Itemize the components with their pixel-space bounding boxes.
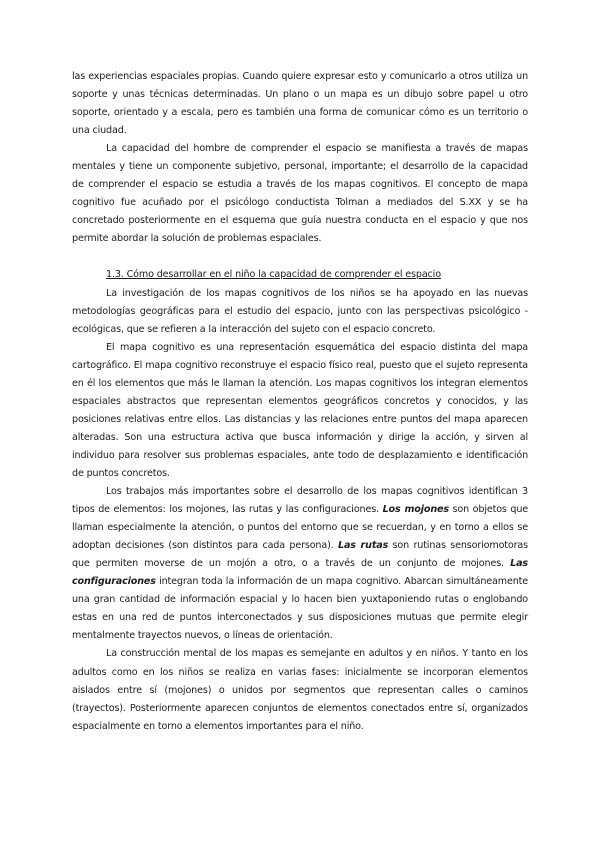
- paragraph-2: La capacidad del hombre de comprender el espacio se manifiesta a través de mapas mentales y tiene un componente subjetivo, personal, importante; el desarrollo de la capacidad de comprender el espacio se estudia a través de los mapas cognitivos. El concepto de mapa cognitivo fue acuñado por el psicólogo conductista Tolman a mediados del S.XX y se ha concretado posteriormente en el esquema que guía nuestra conducta en el espacio y que nos permite abordar la solución de problemas espaciales.: [72, 143, 528, 245]
- section-heading: 1.3. Cómo desarrollar en el niño la capacidad de comprender el espacio: [106, 269, 441, 281]
- p5-mojones-text: son objetos que llaman especialmente la atención, o puntos del entorno que se recuerdan, y en torno a ellos se adoptan decisiones (son distintos para cada persona).: [72, 504, 528, 552]
- paragraph-4: El mapa cognitivo es una representación esquemática del espacio distinta del mapa cartográfico. El mapa cognitivo reconstruye el espacio físico real, puesto que el sujeto representa en él los elementos que más le llaman la atención. Los mapas cognitivos los integran elementos espaciales abstractos que representan elementos geográficos concretos y conocidos, y las posiciones relativas entre ellos. Las distancias y las relaciones entre puntos del mapa aparecen alteradas. Son una estructura activa que busca información y dirige la acción, y sirven al individuo para resolver sus problemas espaciales, ante todo de desplazamiento e identificación de puntos concretos.: [72, 341, 528, 479]
- paragraph-1: las experiencias espaciales propias. Cuando quiere expresar esto y comunicarlo a otros utiliza un soporte y unas técnicas determinadas. Un plano o un mapa es un dibujo sobre papel u otro soporte, orientado y a escala, pero es también una forma de comunicar cómo es un territorio o una ciudad.: [72, 71, 528, 137]
- p5-config-text: integran toda la información de un mapa cognitivo. Abarcan simultáneamente una gran cantidad de información espacial y lo hacen bien yuxtaponiendo rutas o englobando estas en una red de puntos interconectados y sus disposiciones mutuas que permite elegir mentalmente trayectos nuevos, o líneas de orientación.: [72, 576, 528, 642]
- term-rutas: Las rutas: [338, 540, 389, 552]
- body-text: [72, 68, 528, 736]
- p5-intro: Los trabajos más importantes sobre el desarrollo de los mapas cognitivos identifican 3 tipos de elementos: los mojones, las rutas y las configuraciones.: [72, 486, 528, 516]
- paragraph-5: [72, 483, 528, 645]
- term-configuraciones: Las configuraciones: [72, 558, 528, 588]
- p5-rutas-text: son rutinas sensoriomotoras que permiten moverse de un mojón a otro, o a través de un conjunto de mojones.: [72, 540, 528, 570]
- paragraph-3: La investigación de los mapas cognitivos de los niños se ha apoyado en las nuevas metodologías geográficas para el estudio del espacio, junto con las perspectivas psicológico - ecológicas, que se refieren a la interacción del sujeto con el espacio concreto.: [72, 287, 528, 335]
- paragraph-6: La construcción mental de los mapas es semejante en adultos y en niños. Y tanto en los adultos como en los niños se realiza en varias fases: inicialmente se incorporan elementos aislados entre sí (mojones) o unidos por segmentos que representan calles o caminos (trayectos). Posteriormente aparecen conjuntos de elementos conectados entre sí, organizados espacialmente en torno a elementos importantes para el niño.: [72, 648, 528, 732]
- term-mojones: Los mojones: [382, 504, 449, 516]
